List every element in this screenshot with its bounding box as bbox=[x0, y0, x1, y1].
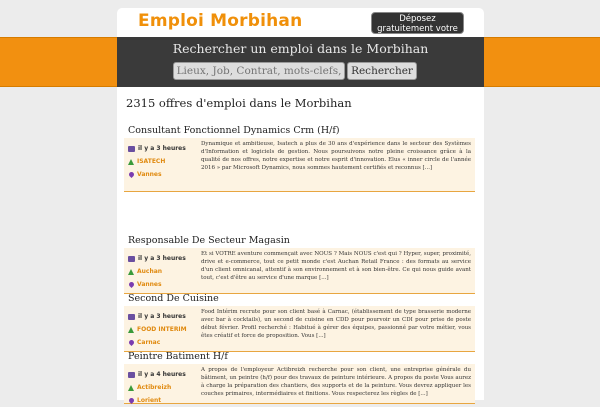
job-company[interactable]: FOOD INTERIM bbox=[137, 326, 187, 333]
job-card bbox=[124, 364, 475, 404]
job-description: Et si VOTRE aventure commençait avec NOUS ? Mais NOUS c'est qui ? Hyper, super, proximité, drive et e-commerce, tout ce petit monde c'est Auchan Retail France : des formats au service d'un client omnicanal, attentif à son environnement et à son bien-être. Ce qui nous guide avant tout, c'est d'être au service d'une marque [...] bbox=[201, 251, 471, 281]
site-title[interactable]: Emploi Morbihan bbox=[138, 11, 303, 31]
job-title[interactable]: Responsable De Secteur Magasin bbox=[128, 235, 290, 246]
job-company[interactable]: Auchan bbox=[137, 268, 163, 275]
calendar-icon bbox=[128, 372, 135, 378]
job-time: il y a 3 heures bbox=[138, 255, 186, 262]
calendar-icon bbox=[128, 314, 135, 320]
calendar-icon bbox=[128, 146, 135, 152]
post-job-button[interactable]: Déposez gratuitement votre bbox=[371, 12, 464, 34]
job-card bbox=[124, 306, 475, 352]
location-pin-icon bbox=[128, 397, 135, 404]
job-listing[interactable] bbox=[124, 292, 475, 352]
job-listing[interactable] bbox=[124, 124, 475, 192]
job-location[interactable]: Lorient bbox=[137, 397, 162, 404]
job-card bbox=[124, 248, 475, 294]
search-panel bbox=[117, 37, 484, 87]
job-meta bbox=[128, 252, 196, 291]
job-title[interactable]: Second De Cuisine bbox=[128, 293, 219, 304]
results-count: 2315 offres d'emploi dans le Morbihan bbox=[126, 96, 352, 110]
job-meta bbox=[128, 142, 196, 181]
employer-icon bbox=[128, 159, 134, 165]
employer-icon bbox=[128, 269, 134, 275]
job-company[interactable]: Actibreizh bbox=[137, 384, 172, 391]
job-listing[interactable] bbox=[124, 234, 475, 294]
employer-icon bbox=[128, 385, 134, 391]
job-title[interactable]: Peintre Batiment H/f bbox=[128, 351, 228, 362]
job-time: il y a 4 heures bbox=[138, 371, 186, 378]
location-pin-icon bbox=[128, 281, 135, 288]
location-pin-icon bbox=[128, 339, 135, 346]
job-time: il y a 3 heures bbox=[138, 145, 186, 152]
location-pin-icon bbox=[128, 171, 135, 178]
employer-icon bbox=[128, 327, 134, 333]
job-card bbox=[124, 138, 475, 192]
job-location[interactable]: Carnac bbox=[137, 339, 161, 346]
calendar-icon bbox=[128, 256, 135, 262]
job-description: A propos de l'employeur Actibreizh recherche pour son client, une entreprise générale du bâtiment, un peintre (h/f) pour des travaux de peinture intérieure. A propos du poste Vous aurez à charge la préparation des chantiers, des supports et de la peinture. Vous devrez appliquer les couches primaires, intermédiaires et finitions. Vous respecterez les règles de [...] bbox=[201, 367, 471, 397]
job-location[interactable]: Vannes bbox=[137, 171, 162, 178]
search-input[interactable] bbox=[173, 62, 345, 80]
job-meta bbox=[128, 368, 196, 407]
search-button[interactable]: Rechercher bbox=[347, 62, 417, 80]
job-time: il y a 3 heures bbox=[138, 313, 186, 320]
job-title[interactable]: Consultant Fonctionnel Dynamics Crm (H/f) bbox=[128, 125, 340, 136]
job-company[interactable]: ISATECH bbox=[137, 158, 166, 165]
job-description: Dynamique et ambitieuse, Isatech a plus de 30 ans d'expérience dans le secteur des Systèmes d'Information et logiciels de gestion. Nous poursuivons notre pleine croissance grâce à la qualité de nos offres, notre expertise et notre esprit d'innovation. Elus « inner circle de l'année 2016 » par Microsoft Dynamics, nous sommes hautement certifiés et reconnus [...] bbox=[201, 141, 471, 171]
results-panel bbox=[117, 87, 484, 404]
search-title: Rechercher un emploi dans le Morbihan bbox=[172, 41, 429, 56]
site-header bbox=[117, 8, 484, 38]
job-meta bbox=[128, 310, 196, 349]
job-listing[interactable] bbox=[124, 350, 475, 404]
job-description: Food Intérim recrute pour son client basé à Carnac, (établissement de type brasserie moderne avec bar à cocktails), un second de cuisine en CDD pour pourvoir un CDI pour prise de poste début février. Profil recherché : Habitué à gérer des équipes, passionné par votre métier, vous êtes créatif et force de proposition. Vous [...] bbox=[201, 309, 471, 339]
job-location[interactable]: Vannes bbox=[137, 281, 162, 288]
